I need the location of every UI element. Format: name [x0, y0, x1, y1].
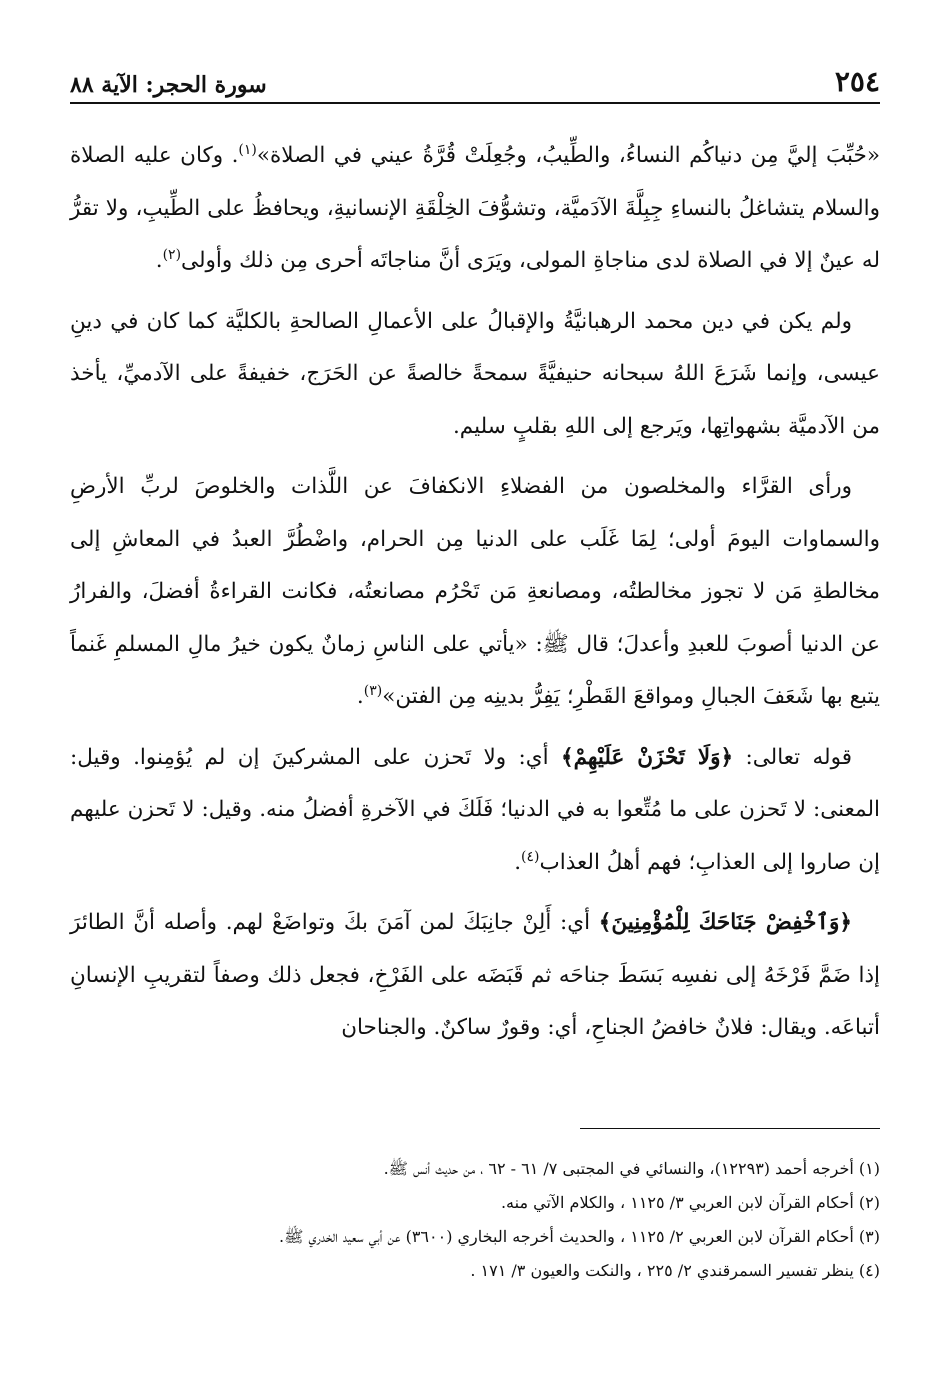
- paragraph-text: . وكان عليه الصلاة والسلام يتشاغلُ بالنساءِ جِبِلَّةَ الآدَميَّة، وتشوُّفَ الخِلْقَةِ الإنسانيةِ، ويحافظُ على الطِّيبِ، ولا تقرُّ له عينٌ إلا في الصلاة لدى مناجاةِ المولى، ويَرَى أنَّ مناجاتَه أحرى مِن ذلك وأولى: [70, 143, 880, 273]
- main-text: [70, 130, 880, 1063]
- page-number: ٢٥٤: [834, 65, 880, 98]
- paragraph-1: [70, 130, 880, 288]
- footnote-ref-2[interactable]: (٢): [162, 246, 182, 263]
- paragraph-4: [70, 732, 880, 890]
- quran-verse: ﴿وَلَا تَحْزَنْ عَلَيْهِمْ﴾: [561, 744, 734, 770]
- paragraph-5: [70, 897, 880, 1055]
- paragraph-lead: قوله تعالى:: [733, 744, 852, 770]
- paragraph-end: .: [155, 248, 163, 273]
- footnote-2: (٢) أحكام القرآن لابن العربي ٣/ ١١٢٥ ، والكلام الآتي منه.: [500, 1193, 880, 1212]
- paragraph-text: ولم يكن في دين محمد الرهبانيَّةُ والإقبالُ على الأعمالِ الصالحةِ بالكليَّة كما كان في دينِ عيسى، وإنما شَرَعَ اللهُ سبحانه حنيفيَّةً سمحةً خالصةً عن الحَرَج، خفيفةً على الآدميِّ، يأخذ من الآدميَّة بشهواتِها، ويَرجع إلى اللهِ بقلبٍ سليم.: [70, 308, 880, 439]
- footnote-separator: [580, 1128, 880, 1129]
- footnote-3: (٣) أحكام القرآن لابن العربي ٢/ ١١٢٥ ، والحديث أخرجه البخاري (٣٦٠٠) عن أبي سعيد الخدري ﷺ.: [279, 1227, 880, 1246]
- footnotes: [70, 1152, 880, 1288]
- paragraph-text: أي: أَلِنْ جانِبَكَ لمن آمَنَ بكَ وتواضَعْ لهم. وأصله أنَّ الطائرَ إذا ضَمَّ فَرْخَهُ إلى نفسِه بَسَطَ جناحَه ثم قَبَضَه على الفَرْخِ، فجعل ذلك وصفاً لتقريبِ الإنسانِ أتباعَه. ويقال: فلانٌ خافضُ الجناحِ، أي: وقورٌ ساكنٌ. والجناحان: [70, 910, 880, 1040]
- paragraph-end: .: [514, 849, 522, 875]
- page-header: [70, 58, 880, 104]
- footnote-4: (٤) ينظر تفسير السمرقندي ٢/ ٢٢٥ ، والنكت والعيون ٣/ ١٧١ .: [470, 1261, 880, 1280]
- paragraph-3: [70, 461, 880, 724]
- footnote-1: (١) أخرجه أحمد (١٢٢٩٣)، والنسائي في المجتبى ٧/ ٦١ - ٦٢ ، من حديث أنس ﷺ.: [383, 1159, 880, 1178]
- running-title: سورة الحجر: الآية ٨٨: [70, 72, 267, 98]
- paragraph-text: أي: ولا تَحزن على المشركينَ إن لم يُؤمِنوا. وقيل: المعنى: لا تَحزن على ما مُتِّعوا به في الدنيا؛ فَلَكَ في الآخرةِ أفضلُ منه. وقيل: لا تَحزن عليهم إن صاروا إلى العذابِ؛ فهم أهلُ العذاب: [70, 744, 880, 875]
- quran-verse: ﴿وَٱخْفِضْ جَنَاحَكَ لِلْمُؤْمِنِينَ﴾: [598, 910, 852, 935]
- hadith-quote: «حُبِّبَ إليَّ مِن دنياكُم النساءُ، والطِّيبُ، وجُعِلَتْ قُرَّةُ عيني في الصلاة»: [256, 143, 880, 168]
- footnote-ref-4[interactable]: (٤): [521, 848, 540, 865]
- paragraph-2: [70, 296, 880, 454]
- paragraph-text: ورأى القرَّاء والمخلصون من الفضلاءِ الانكفافَ عن اللَّذات والخلوصَ لربِّ الأرضِ والسماوات اليومَ أولى؛ لِمَا غَلَب على الدنيا مِن الحرام، واضْطُرَّ العبدُ في المعاشِ إلى مخالطةِ مَن لا تجوز مخالطتُه، ومصانعةِ مَن تَحْرُم مصانعتُه، فكانت القراءةُ أفضلَ، والفرارُ عن الدنيا أصوبَ للعبدِ وأعدلَ؛ قال ﷺ: «يأتي على الناسِ زمانٌ يكون خيرُ مالِ المسلمِ غَنماً يتبع بها شَعَفَ الجبالِ ومواقعَ القَطْرِ؛ يَفِرُّ بدينِه مِن الفتن»: [70, 474, 880, 709]
- footnote-ref-1[interactable]: (١): [238, 141, 257, 158]
- paragraph-end: .: [356, 684, 364, 709]
- footnote-ref-3[interactable]: (٣): [363, 682, 383, 699]
